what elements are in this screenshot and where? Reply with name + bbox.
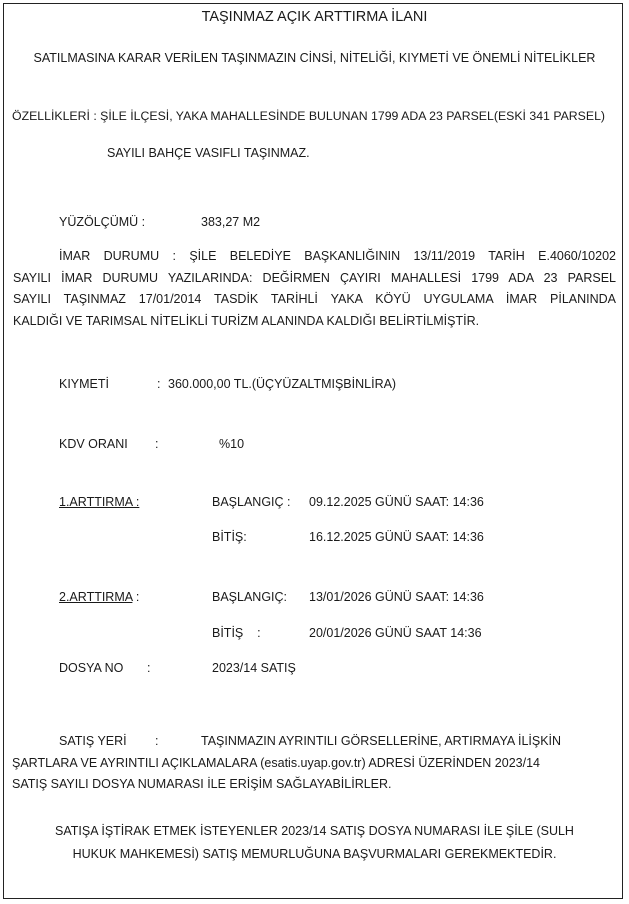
arttirma1-end-label: BİTİŞ: (212, 530, 247, 544)
arttirma1-start-label: BAŞLANGIÇ : (212, 495, 291, 509)
arttirma2-label: 2.ARTTIRMA (59, 590, 133, 604)
imar-line-2: SAYILI İMAR DURUMU YAZILARINDA: DEĞİRMEN ÇAYIRI MAHALLESİ 1799 ADA 23 PARSEL (13, 270, 616, 285)
ozellikler-line-2: SAYILI BAHÇE VASIFLI TAŞINMAZ. (107, 146, 310, 160)
kiymeti-label: KIYMETİ (59, 377, 110, 391)
kdv-label: KDV ORANI (59, 437, 128, 451)
arttirma1-label: 1.ARTTIRMA : (59, 495, 140, 509)
arttirma2-label-row (59, 589, 139, 606)
satis-yeri-colon: : (155, 734, 159, 748)
footer-line-2: HUKUK MAHKEMESİ) SATIŞ MEMURLUĞUNA BAŞVURMALARI GEREKMEKTEDİR. (72, 847, 557, 861)
arttirma1-end-value: 16.12.2025 GÜNÜ SAAT: 14:36 (309, 530, 484, 544)
dosya-colon: : (147, 661, 151, 675)
page-title: TAŞINMAZ AÇIK ARTTIRMA İLANI (201, 9, 428, 25)
satis-yeri-line-3: SATIŞ SAYILI DOSYA NUMARASI İLE ERİŞİM SAĞLAYABİLİRLER. (12, 777, 392, 791)
arttirma2-start-value: 13/01/2026 GÜNÜ SAAT: 14:36 (309, 590, 484, 604)
arttirma2-end-value: 20/01/2026 GÜNÜ SAAT 14:36 (309, 626, 482, 640)
arttirma2-start-label: BAŞLANGIÇ: (212, 590, 288, 604)
imar-line-1: İMAR DURUMU : ŞİLE BELEDİYE BAŞKANLIĞININ 13/11/2019 TARİH E.4060/10202 (59, 249, 616, 263)
satis-yeri-line-1: TAŞINMAZIN AYRINTILI GÖRSELLERİNE, ARTIRMAYA İLİŞKİN (201, 734, 562, 748)
dosya-value: 2023/14 SATIŞ (212, 661, 296, 675)
kdv-colon: : (155, 437, 159, 451)
imar-line-4: KALDIĞI VE TARIMSAL NİTELİKLİ TURİZM ALANINDA KALDIĞI BELİRTİLMİŞTİR. (13, 313, 480, 328)
arttirma2-label-colon: : (135, 590, 140, 604)
ozellikler-line-1: ÖZELLİKLERİ : ŞİLE İLÇESİ, YAKA MAHALLESİNDE BULUNAN 1799 ADA 23 PARSEL(ESKİ 341 PARSEL) (12, 109, 606, 123)
imar-durumu (13, 246, 616, 332)
yuzolcumu-value: 383,27 M2 (201, 215, 261, 229)
yuzolcumu-label: YÜZÖLÇÜMÜ : (59, 215, 146, 229)
arttirma2-end-label: BİTİŞ : (212, 626, 261, 640)
footer-line-1: SATIŞA İŞTİRAK ETMEK İSTEYENLER 2023/14 SATIŞ DOSYA NUMARASI İLE ŞİLE (SULH (55, 824, 574, 838)
kdv-value: %10 (219, 437, 245, 451)
arttirma1-start-value: 09.12.2025 GÜNÜ SAAT: 14:36 (309, 495, 484, 509)
satis-yeri-label: SATIŞ YERİ (59, 734, 127, 748)
imar-line-3: SAYILI TAŞINMAZ 17/01/2014 TASDİK TARİHLİ YAKA KÖYÜ UYGULAMA İMAR PİLANINDA (13, 292, 616, 306)
satis-yeri-line-2: ŞARTLARA VE AYRINTILI AÇIKLAMALARA (esatis.uyap.gov.tr) ADRESİ ÜZERİNDEN 2023/14 (12, 756, 540, 770)
subtitle: SATILMASINA KARAR VERİLEN TAŞINMAZIN CİNSİ, NİTELİĞİ, KIYMETİ VE ÖNEMLİ NİTELİKLER (33, 51, 596, 65)
dosya-label: DOSYA NO (59, 661, 124, 675)
kiymeti-value: 360.000,00 TL.(ÜÇYÜZALTMIŞBİNLİRA) (168, 377, 397, 391)
kiymeti-colon: : (157, 377, 161, 391)
